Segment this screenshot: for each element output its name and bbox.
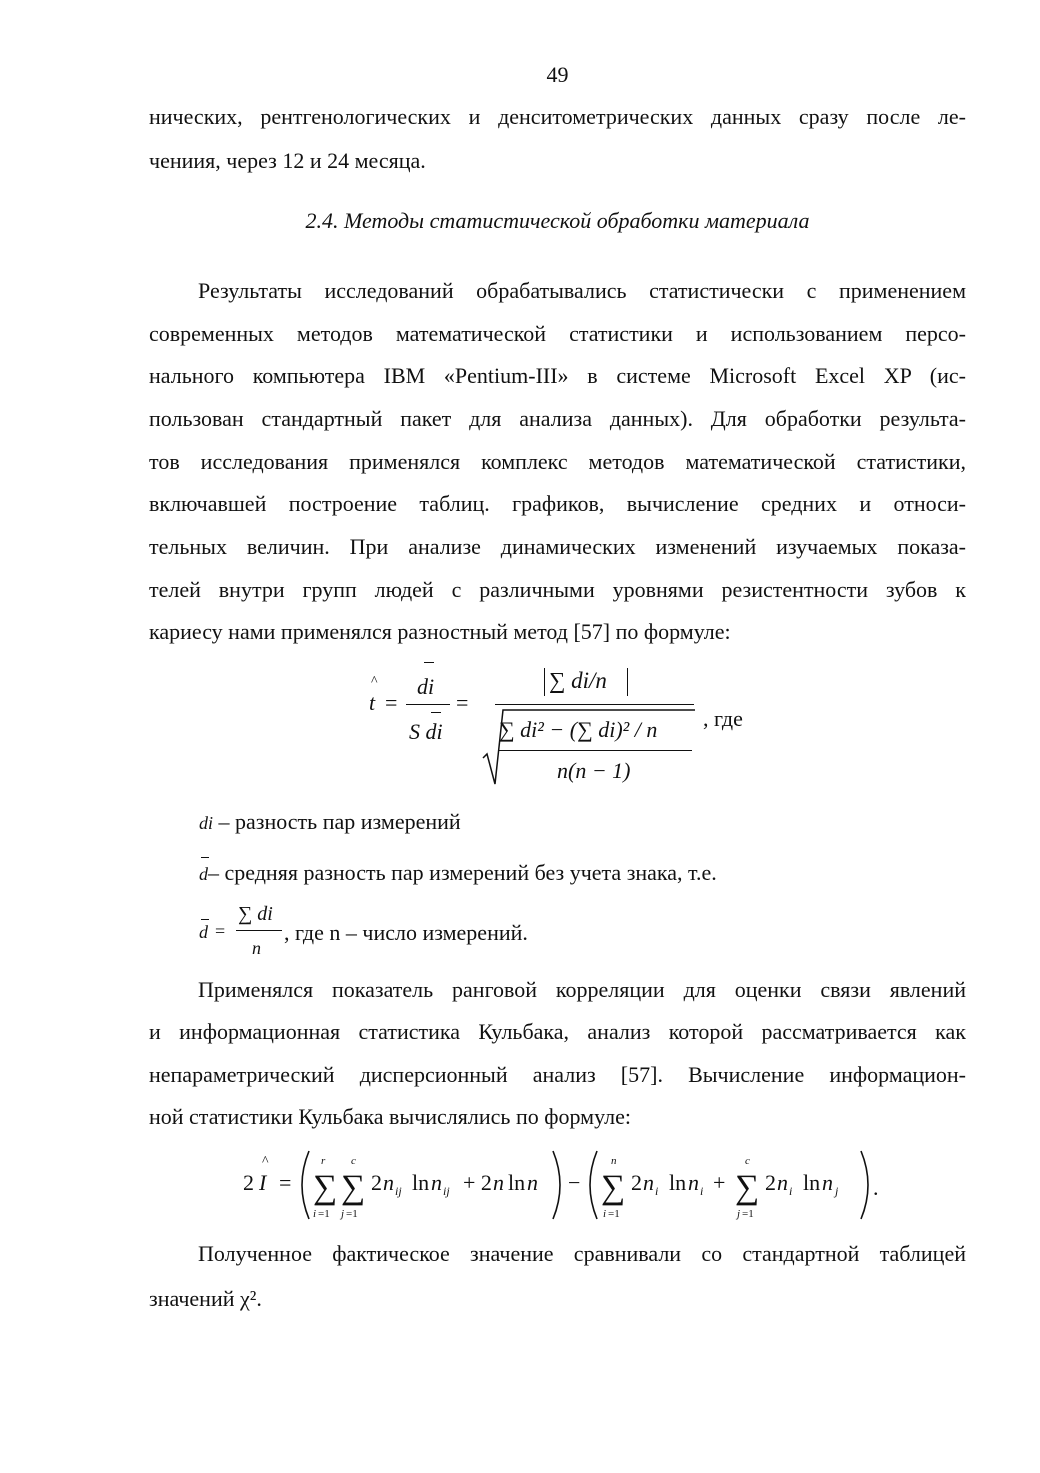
definition-d	[199, 860, 717, 886]
hat-mark: ^	[371, 674, 378, 689]
fraction-line	[495, 704, 694, 705]
svg-text:ij: ij	[443, 1184, 450, 1198]
para-methods-line-8: телей внутри групп людей с различными уровнями резистентности зубов к	[149, 577, 966, 602]
para-final-line-1: Полученное фактическое значение сравнивали со стандартной таблицей	[198, 1241, 966, 1266]
svg-text:2: 2	[765, 1170, 776, 1195]
fraction-line	[406, 704, 450, 705]
svg-text:n: n	[431, 1170, 442, 1195]
svg-text:i: i	[789, 1184, 793, 1198]
svg-text:j: j	[341, 1208, 345, 1220]
para-methods-line-5: тов исследования применялся комплекс методов математической статистики,	[149, 449, 966, 474]
equals-sign: =	[385, 690, 398, 715]
di-symbol: di	[199, 813, 214, 833]
para-methods-line-2: современных методов математической статистики и использованием персо-	[149, 321, 966, 346]
para-methods-line-3: нального компьютера IBM «Pentium-III» в системе Microsoft Excel XP (ис-	[149, 363, 966, 388]
formula1-num1: di	[417, 674, 435, 699]
formula1-lhs: t	[369, 690, 376, 715]
svg-text:+ 2: + 2	[463, 1170, 492, 1195]
svg-text:ln: ln	[803, 1170, 821, 1195]
para-rank-line-2: и информационная статистика Кульбака, анализ которой рассматривается как	[149, 1019, 966, 1044]
formula1-den1: S di	[409, 719, 443, 744]
svg-text:∑: ∑	[313, 1169, 338, 1206]
svg-text:2: 2	[371, 1170, 382, 1195]
formula1-den2-bottom: n(n − 1)	[557, 758, 631, 783]
svg-text:ln: ln	[508, 1170, 526, 1195]
d-formula-text: , где n – число измерений.	[284, 920, 528, 945]
d-formula-num: ∑ di	[238, 903, 273, 925]
para-methods-line-6: включавшей построение таблиц. графиков, вычисление средних и относи-	[149, 491, 966, 516]
para-rank-line-4: ной статистики Кульбака вычислялись по формуле:	[149, 1104, 631, 1129]
formula1-suffix: , где	[703, 706, 743, 731]
svg-text:i: i	[700, 1184, 704, 1198]
overbar	[201, 857, 209, 858]
para-top-line-2: чениия, через 12 и 24 месяца.	[149, 148, 426, 173]
svg-text:c: c	[745, 1155, 750, 1167]
d-formula-den: n	[252, 938, 261, 958]
para-methods-line-9: кариесу нами применялся разностный метод [57] по формуле:	[149, 619, 731, 644]
overbar	[201, 919, 209, 920]
svg-text:i: i	[603, 1208, 607, 1220]
svg-text:∑: ∑	[735, 1169, 760, 1206]
formula1-num2: ∑ di/n	[549, 668, 607, 693]
svg-text:2: 2	[631, 1170, 642, 1195]
section-heading: 2.4. Методы статистической обработки материала	[305, 208, 810, 233]
para-rank-line-1: Применялся показатель ранговой корреляции для оценки связи явлений	[198, 977, 966, 1002]
svg-text:=1: =1	[608, 1208, 620, 1220]
svg-text:c: c	[351, 1155, 356, 1167]
para-methods-line-1: Результаты исследований обрабатывались статистически с применением	[198, 278, 966, 303]
equals-sign: =	[456, 690, 469, 715]
svg-text:^: ^	[262, 1154, 269, 1169]
svg-text:n: n	[777, 1170, 788, 1195]
definition-di	[199, 809, 461, 835]
svg-text:n: n	[493, 1170, 504, 1195]
svg-text:=1: =1	[742, 1208, 754, 1220]
para-top-line-1: нических, рентгенологических и денситометрических данных сразу после ле-	[149, 104, 966, 129]
svg-text:=1: =1	[346, 1208, 358, 1220]
svg-text:n: n	[643, 1170, 654, 1195]
d-symbol: d	[199, 864, 208, 884]
svg-text:j: j	[737, 1208, 741, 1220]
svg-text:ln: ln	[412, 1170, 430, 1195]
overbar	[431, 712, 441, 713]
svg-text:2: 2	[243, 1170, 254, 1195]
svg-text:n: n	[688, 1170, 699, 1195]
para-final-line-2: значений χ².	[149, 1286, 262, 1311]
svg-text:n: n	[822, 1170, 833, 1195]
svg-text:n: n	[527, 1170, 538, 1195]
svg-text:ij: ij	[395, 1184, 402, 1198]
svg-text:+: +	[713, 1170, 726, 1195]
page-number: 49	[546, 62, 569, 87]
svg-text:n: n	[383, 1170, 394, 1195]
svg-text:i: i	[313, 1208, 317, 1220]
para-rank-line-3: непараметрический дисперсионный анализ [57]. Вычисление информацион-	[149, 1062, 966, 1087]
svg-text:i: i	[655, 1184, 659, 1198]
svg-text:r: r	[321, 1155, 326, 1167]
d-text: – средняя разность пар измерений без учета знака, т.е.	[208, 860, 717, 885]
svg-text:∑: ∑	[341, 1169, 366, 1206]
svg-text:j: j	[835, 1184, 839, 1198]
svg-text:I: I	[259, 1170, 267, 1195]
svg-text:−: −	[568, 1170, 581, 1195]
svg-text:∑: ∑	[601, 1169, 626, 1206]
formula-kullback	[235, 1145, 895, 1225]
svg-text:n: n	[611, 1155, 617, 1167]
svg-text:.: .	[873, 1175, 879, 1200]
formula1-den2-top: ∑ di² − (∑ di)² / n	[499, 717, 658, 742]
fraction-line	[499, 750, 692, 751]
overbar	[424, 662, 434, 663]
para-methods-line-7: тельных величин. При анализе динамических изменений изучаемых показа-	[149, 534, 966, 559]
di-text: – разность пар измерений	[213, 809, 461, 834]
fraction-line	[236, 930, 282, 931]
para-methods-line-4: пользован стандартный пакет для анализа данных). Для обработки результа-	[149, 406, 966, 431]
svg-text:ln: ln	[669, 1170, 687, 1195]
svg-text:=1: =1	[318, 1208, 330, 1220]
equals-sign: =	[215, 921, 226, 941]
svg-text:=: =	[279, 1170, 292, 1195]
